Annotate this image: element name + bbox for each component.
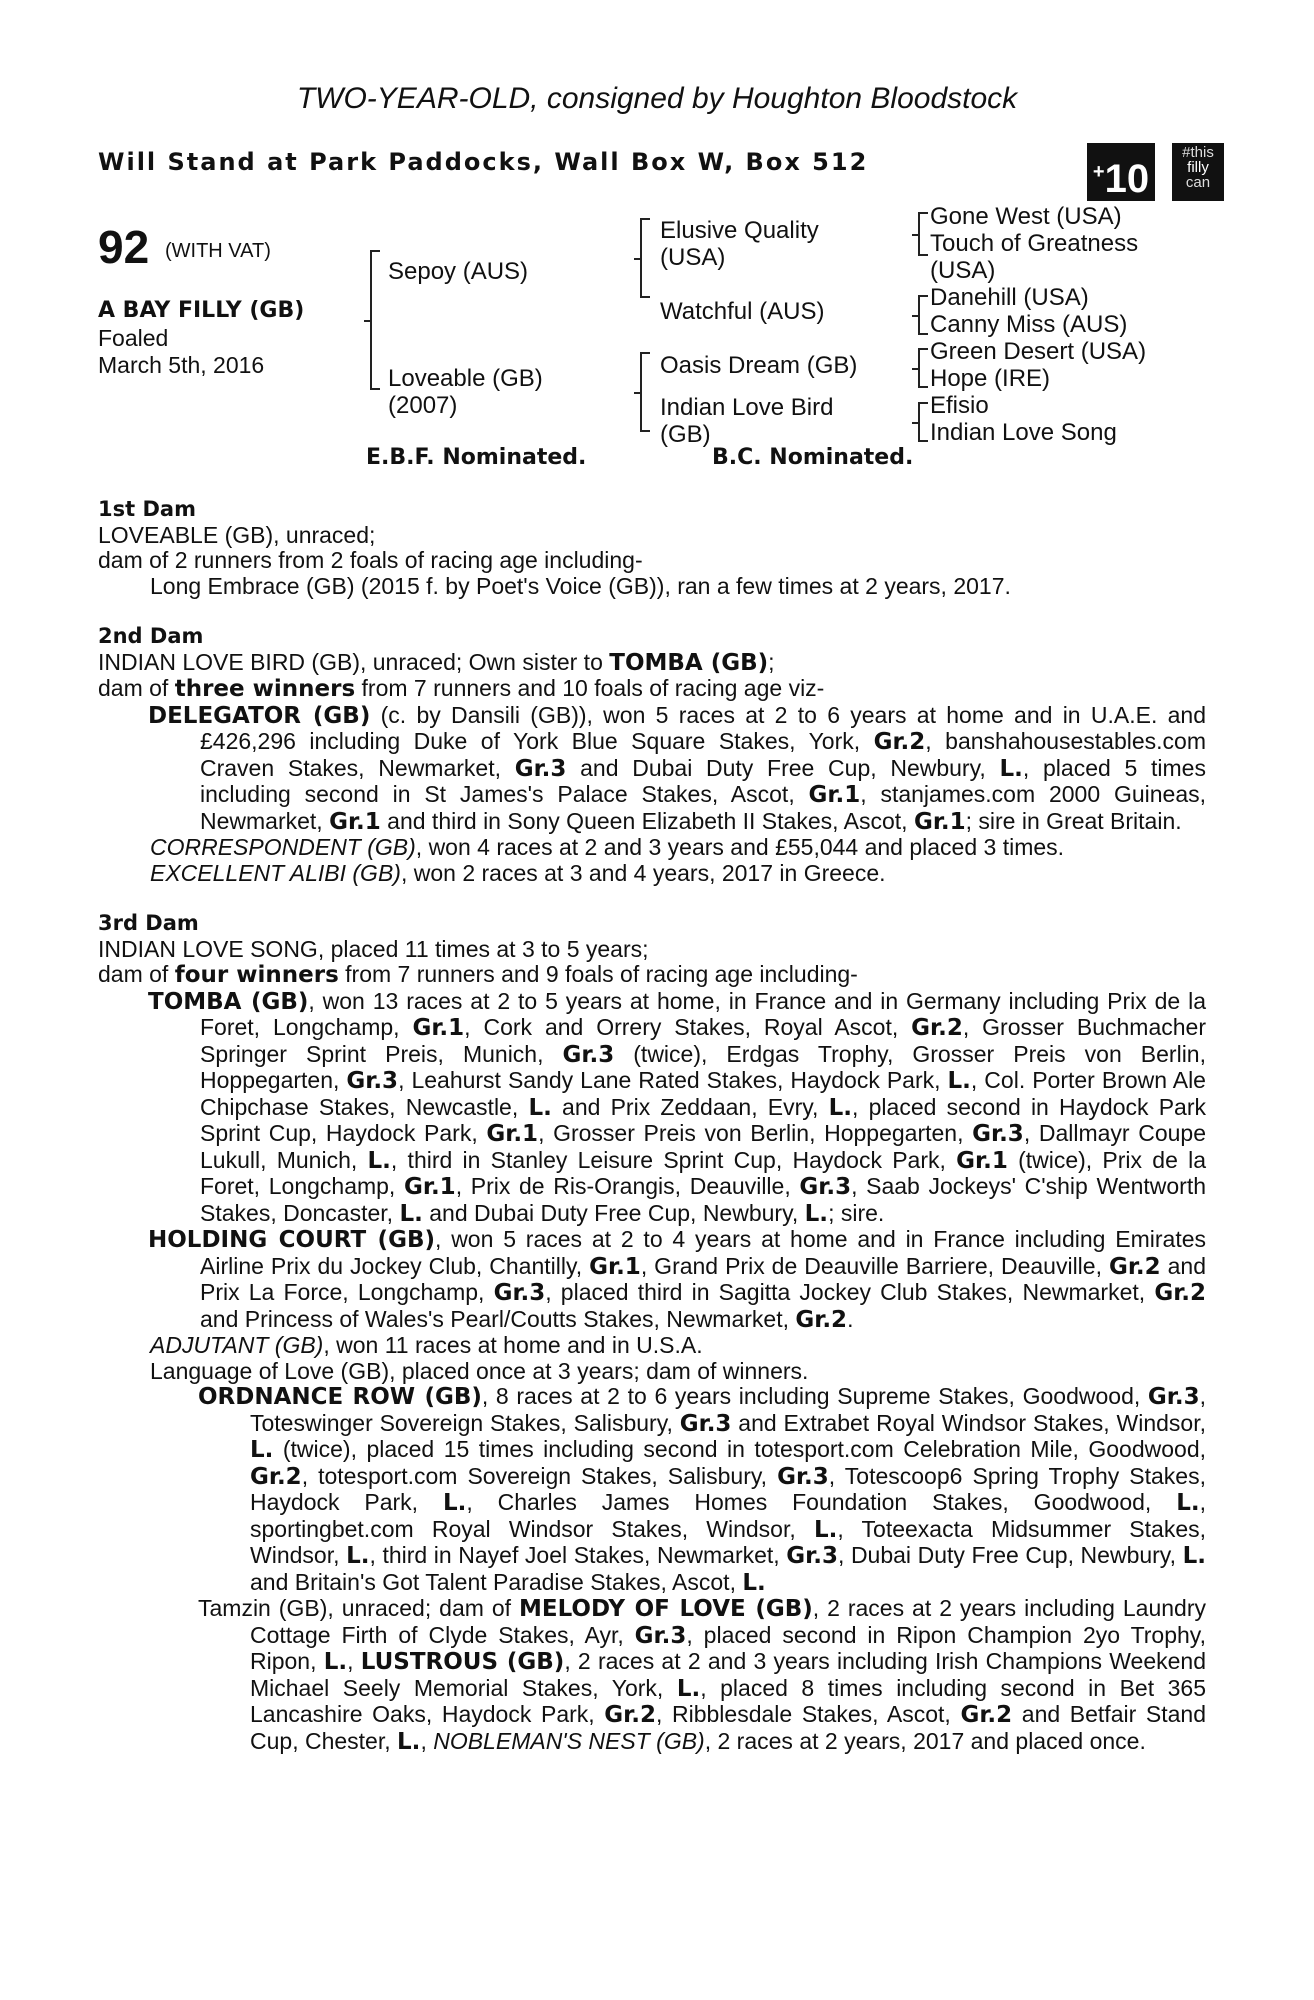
- race-text: , banshahousestables.com Craven Stakes, Newmarket,: [200, 728, 1206, 781]
- pedigree-gen3-dss: Green Desert (USA): [930, 338, 1147, 365]
- race-text: ,: [420, 1727, 434, 1754]
- grade-mark: Gr.1: [486, 1121, 539, 1147]
- tomba-ref: TOMBA (GB): [609, 649, 769, 676]
- delegator-entry: [98, 703, 1206, 836]
- race-text: , 2 races at 2 and 3 years including Irish Champions Weekend Michael Seely Memorial Stakes, York,: [250, 1648, 1207, 1701]
- race-text: , sportingbet.com Royal Windsor Stakes, Windsor,: [250, 1489, 1206, 1542]
- pedigree-dam-year: (2007): [388, 392, 458, 419]
- grade-mark: Gr.1: [589, 1253, 641, 1280]
- ordnance-row-name: ORDNANCE ROW (GB): [198, 1384, 482, 1410]
- grade-mark: Gr.1: [808, 782, 861, 808]
- race-text: , stanjames.com 2000 Guineas, Newmarket,: [200, 781, 1207, 834]
- pedigree-brace-ss: [918, 212, 920, 256]
- pedigree-gen3-ssd: Touch of Greatness: [930, 230, 1139, 257]
- grade-mark: L.: [1176, 1490, 1200, 1516]
- grade-mark: Gr.3: [777, 1463, 829, 1490]
- race-text: , Toteexacta Midsummer Stakes, Windsor,: [250, 1515, 1207, 1568]
- race-text: , placed 5 times including second in St James's Palace Stakes, Ascot,: [200, 754, 1206, 807]
- race-text: , placed third in Sagitta Jockey Club Stakes, Newmarket,: [545, 1279, 1155, 1305]
- pedigree-dam-dam: Indian Love Bird: [660, 394, 834, 421]
- pedigree-brace-dam: [640, 352, 642, 432]
- catalogue-body: [98, 497, 1206, 1755]
- pedigree-sire: Sepoy (AUS): [388, 258, 529, 285]
- lustrous-name: LUSTROUS (GB): [360, 1649, 565, 1675]
- grade-mark: Gr.3: [799, 1174, 852, 1200]
- race-text: and Princess of Wales's Pearl/Coutts Stakes, Newmarket,: [200, 1305, 796, 1332]
- pedigree-gen3-sds: Danehill (USA): [930, 284, 1089, 311]
- race-text: , won 13 races at 2 to 5 years at home, in France and in Germany including Prix de la Foret, Longchamp,: [200, 987, 1206, 1040]
- pedigree-brace-gen1: [370, 250, 372, 390]
- correspondent-entry: CORRESPONDENT (GB), won 4 races at 2 and 3 years and £55,044 and placed 3 times.: [150, 834, 1065, 860]
- pedigree-dam-sire: Oasis Dream (GB): [660, 352, 858, 379]
- second-dam-line2: dam of three winners from 7 runners and 10 foals of racing age viz-: [98, 675, 825, 702]
- pedigree-sire-sire: Elusive Quality: [660, 217, 819, 244]
- foaled-label: Foaled: [98, 325, 169, 351]
- this-filly-can-badge: [1172, 143, 1224, 201]
- grade-mark: Gr.2: [911, 1015, 963, 1041]
- grade-mark: L.: [676, 1675, 701, 1702]
- race-text: , Saab Jockeys' C'ship Wentworth Stakes, Doncaster,: [200, 1173, 1207, 1226]
- third-dam-line1: INDIAN LOVE SONG, placed 11 times at 3 to 5 years;: [98, 935, 649, 962]
- grade-mark: Gr.2: [250, 1463, 302, 1490]
- first-dam-heading: 1st Dam: [98, 497, 196, 521]
- pedigree-brace-sire: [640, 218, 642, 298]
- race-text: , 8 races at 2 to 6 years including Supreme Stakes, Goodwood,: [481, 1383, 1148, 1409]
- grade-mark: Gr.3: [679, 1410, 732, 1437]
- grade-mark: L.: [397, 1728, 421, 1755]
- page-title: TWO-YEAR-OLD, consigned by Houghton Bloodstock: [296, 82, 1018, 115]
- holding-court-entry: [98, 1227, 1206, 1333]
- horse-name: A BAY FILLY (GB): [98, 298, 305, 323]
- race-text: , Col. Porter Brown Ale Chipchase Stakes, Newcastle,: [200, 1067, 1206, 1120]
- pedigree-gen3-dsd: Hope (IRE): [930, 365, 1051, 392]
- ebf-nominated: E.B.F. Nominated.: [366, 445, 587, 470]
- grade-mark: L.: [367, 1147, 391, 1174]
- first-dam-progeny: Long Embrace (GB) (2015 f. by Poet's Voice (GB)), ran a few times at 2 years, 2017.: [150, 572, 1011, 599]
- melody-of-love-name: MELODY OF LOVE (GB): [519, 1596, 813, 1622]
- race-text: , Prix de Ris-Orangis, Deauville,: [455, 1173, 800, 1199]
- grade-mark: Gr.2: [1108, 1253, 1161, 1280]
- race-text: and Britain's Got Talent Paradise Stakes, Ascot,: [250, 1568, 743, 1595]
- grade-mark: Gr.3: [346, 1068, 399, 1094]
- race-text: , won 5 races at 2 to 4 years at home and in France including Emirates Airline Prix du Jockey Club, Chantilly,: [200, 1226, 1207, 1279]
- tomba-entry: [98, 989, 1206, 1228]
- pedigree-brace-sd: [918, 295, 920, 335]
- first-dam-line2: dam of 2 runners from 2 foals of racing age including-: [98, 547, 643, 573]
- grade-mark: Gr.2: [795, 1306, 848, 1333]
- badge-this-line2: filly: [1187, 159, 1209, 176]
- grade-mark: Gr.3: [562, 1041, 615, 1068]
- race-text: , third in Stanley Leisure Sprint Cup, Haydock Park,: [390, 1146, 957, 1173]
- race-text: , Grand Prix de Deauville Barriere, Deauville,: [640, 1252, 1109, 1279]
- race-text: and third in Sony Queen Elizabeth II Stakes, Ascot,: [380, 807, 914, 834]
- race-text: ,: [347, 1648, 361, 1674]
- race-text: ; sire in Great Britain.: [965, 807, 1182, 834]
- grade-mark: L.: [804, 1200, 829, 1227]
- race-text: and Dubai Duty Free Cup, Newbury,: [422, 1199, 805, 1226]
- noblemans-nest-name: NOBLEMAN'S NEST (GB): [433, 1727, 705, 1754]
- race-text: , Charles James Homes Foundation Stakes, Goodwood,: [466, 1489, 1177, 1515]
- grade-mark: Gr.2: [604, 1702, 656, 1728]
- race-text: , placed second in Ripon Champion 2yo Trophy, Ripon,: [250, 1621, 1206, 1674]
- race-text: and Extrabet Royal Windsor Stakes, Windsor,: [731, 1409, 1206, 1436]
- pedigree-dam-dam-country: (GB): [660, 421, 711, 448]
- pedigree-brace-ds: [918, 348, 920, 388]
- pedigree-gen3-ddd: Indian Love Song: [930, 419, 1117, 446]
- third-dam-heading: 3rd Dam: [98, 911, 199, 935]
- plus10-badge-number: 10: [1104, 157, 1150, 201]
- race-text: and Dubai Duty Free Cup, Newbury,: [566, 754, 1000, 781]
- badge-this-line3: can: [1185, 174, 1211, 191]
- adjutant-entry: ADJUTANT (GB), won 11 races at home and in U.S.A.: [150, 1332, 703, 1358]
- race-text: and Prix Zeddaan, Evry,: [551, 1093, 829, 1120]
- race-text: (twice), Prix de la Foret, Longchamp,: [200, 1146, 1207, 1199]
- grade-mark: Gr.1: [329, 808, 381, 835]
- grade-mark: Gr.2: [873, 729, 926, 755]
- race-text: and Prix La Force, Longchamp,: [200, 1252, 1206, 1305]
- grade-mark: L.: [999, 755, 1023, 782]
- bc-nominated: B.C. Nominated.: [712, 445, 914, 470]
- foaled-date: March 5th, 2016: [98, 352, 265, 378]
- second-dam-line1: INDIAN LOVE BIRD (GB), unraced; Own sister to TOMBA (GB);: [98, 648, 775, 676]
- grade-mark: Gr.1: [404, 1174, 456, 1200]
- race-text: , Grosser Preis von Berlin, Hoppegarten,: [538, 1120, 973, 1146]
- pedigree-gen3-dds: Efisio: [930, 392, 989, 419]
- lot-price: 92: [98, 221, 150, 273]
- pedigree-gen3-sdd: Canny Miss (AUS): [930, 311, 1128, 338]
- race-text: , Cork and Orrery Stakes, Royal Ascot,: [464, 1014, 912, 1040]
- holding-court-name: HOLDING COURT (GB): [148, 1227, 435, 1253]
- second-dam-heading: 2nd Dam: [98, 624, 204, 648]
- race-text: , Totescoop6 Spring Trophy Stakes, Haydock Park,: [250, 1462, 1206, 1515]
- race-text: (c. by Dansili (GB)), won 5 races at 2 to 6 years at home and in U.A.E. and £426,296 including Duke of York Blue Square Stakes, York,: [200, 701, 1206, 754]
- grade-mark: Gr.3: [1147, 1384, 1200, 1410]
- stand-location: Will Stand at Park Paddocks, Wall Box W, Box 512: [98, 148, 869, 176]
- grade-mark: Gr.1: [956, 1147, 1008, 1174]
- badge-this-line1: #this: [1182, 144, 1214, 161]
- race-text: .: [847, 1305, 854, 1332]
- pedigree-brace-dd: [918, 402, 920, 442]
- grade-mark: L.: [346, 1543, 370, 1569]
- pedigree-sire-dam: Watchful (AUS): [660, 298, 825, 325]
- grade-mark: L.: [742, 1569, 766, 1596]
- race-text: , placed second in Haydock Park Sprint Cup, Haydock Park,: [200, 1093, 1206, 1146]
- grade-mark: L.: [813, 1516, 838, 1543]
- grade-mark: Gr.3: [634, 1622, 687, 1649]
- language-of-love-entry: Language of Love (GB), placed once at 3 years; dam of winners.: [150, 1357, 809, 1384]
- pedigree-gen3-ssd-country: (USA): [930, 257, 996, 284]
- grade-mark: L.: [250, 1437, 274, 1463]
- delegator-name: DELEGATOR (GB): [148, 702, 371, 729]
- ordnance-row-entry: [98, 1384, 1206, 1596]
- tamzin-entry: Tamzin (GB), unraced; dam of MELODY OF LOVE (GB), 2 races at 2 years including Laundry Cottage Firth of Clyde Stakes, Ayr, Gr.3, placed second in Ripon Champion 2yo Trophy, Ripon, L., LUSTROUS (GB), 2 races at 2 and 3 years including Irish Champions Weekend Michael Seely Memorial Stakes, York, L., placed 8 times including second in Bet 365 Lancashire Oaks, Haydock Park, Gr.2, Ribblesdale Stakes, Ascot, Gr.2 and Betfair Stand Cup, Chester, L., NOBLEMAN'S NEST (GB), 2 races at 2 years, 2017 and placed once.: [198, 1595, 1207, 1755]
- race-text: (twice), placed 15 times including second in totesport.com Celebration Mile, Goodwood,: [273, 1436, 1206, 1462]
- grade-mark: L.: [828, 1094, 853, 1121]
- race-text: , Dallmayr Coupe Lukull, Munich,: [200, 1120, 1206, 1173]
- race-text: , placed 8 times including second in Bet 365 Lancashire Oaks, Haydock Park,: [250, 1674, 1207, 1727]
- pedigree-sire-sire-country: (USA): [660, 244, 726, 271]
- grade-mark: Gr.3: [493, 1280, 546, 1306]
- tomba-name: TOMBA (GB): [148, 988, 309, 1015]
- race-text: , third in Nayef Joel Stakes, Newmarket,: [369, 1542, 787, 1568]
- grade-mark: L.: [399, 1200, 423, 1227]
- race-text: (twice), Erdgas Trophy, Grosser Preis von Berlin, Hoppegarten,: [200, 1040, 1206, 1093]
- first-dam-line1: LOVEABLE (GB), unraced;: [98, 521, 376, 548]
- race-text: , Ribblesdale Stakes, Ascot,: [655, 1701, 961, 1727]
- grade-mark: Gr.2: [960, 1702, 1013, 1728]
- excellent-alibi-entry: EXCELLENT ALIBI (GB), won 2 races at 3 and 4 years, 2017 in Greece.: [150, 859, 886, 886]
- grade-mark: L.: [1182, 1543, 1206, 1569]
- race-text: , 2 races at 2 years including Laundry Cottage Firth of Clyde Stakes, Ayr,: [250, 1595, 1206, 1648]
- grade-mark: Gr.3: [972, 1121, 1024, 1147]
- grade-mark: Gr.2: [1154, 1280, 1206, 1306]
- vat-note: (WITH VAT): [165, 240, 271, 262]
- grade-mark: L.: [442, 1490, 467, 1516]
- grade-mark: Gr.3: [786, 1543, 838, 1569]
- race-text: , Grosser Buchmacher Springer Sprint Preis, Munich,: [200, 1014, 1206, 1067]
- plus10-badge: +10: [1087, 143, 1155, 201]
- third-dam-line2: dam of four winners from 7 runners and 9 foals of racing age including-: [98, 961, 858, 988]
- race-text: , Dubai Duty Free Cup, Newbury,: [837, 1542, 1183, 1568]
- grade-mark: Gr.1: [913, 808, 966, 835]
- race-text: , totesport.com Sovereign Stakes, Salisbury,: [301, 1462, 778, 1489]
- grade-mark: L.: [323, 1649, 348, 1675]
- pedigree-dam: Loveable (GB): [388, 365, 543, 392]
- pedigree-gen3-sss: Gone West (USA): [930, 203, 1122, 230]
- grade-mark: Gr.3: [514, 755, 567, 782]
- race-text: , Leahurst Sandy Lane Rated Stakes, Haydock Park,: [398, 1067, 948, 1093]
- race-text: ; sire.: [828, 1199, 885, 1226]
- grade-mark: L.: [947, 1068, 971, 1094]
- grade-mark: Gr.1: [412, 1015, 465, 1041]
- grade-mark: L.: [528, 1094, 552, 1121]
- race-text: and Betfair Stand Cup, Chester,: [250, 1701, 1206, 1754]
- race-text: , Toteswinger Sovereign Stakes, Salisbury,: [250, 1383, 1206, 1436]
